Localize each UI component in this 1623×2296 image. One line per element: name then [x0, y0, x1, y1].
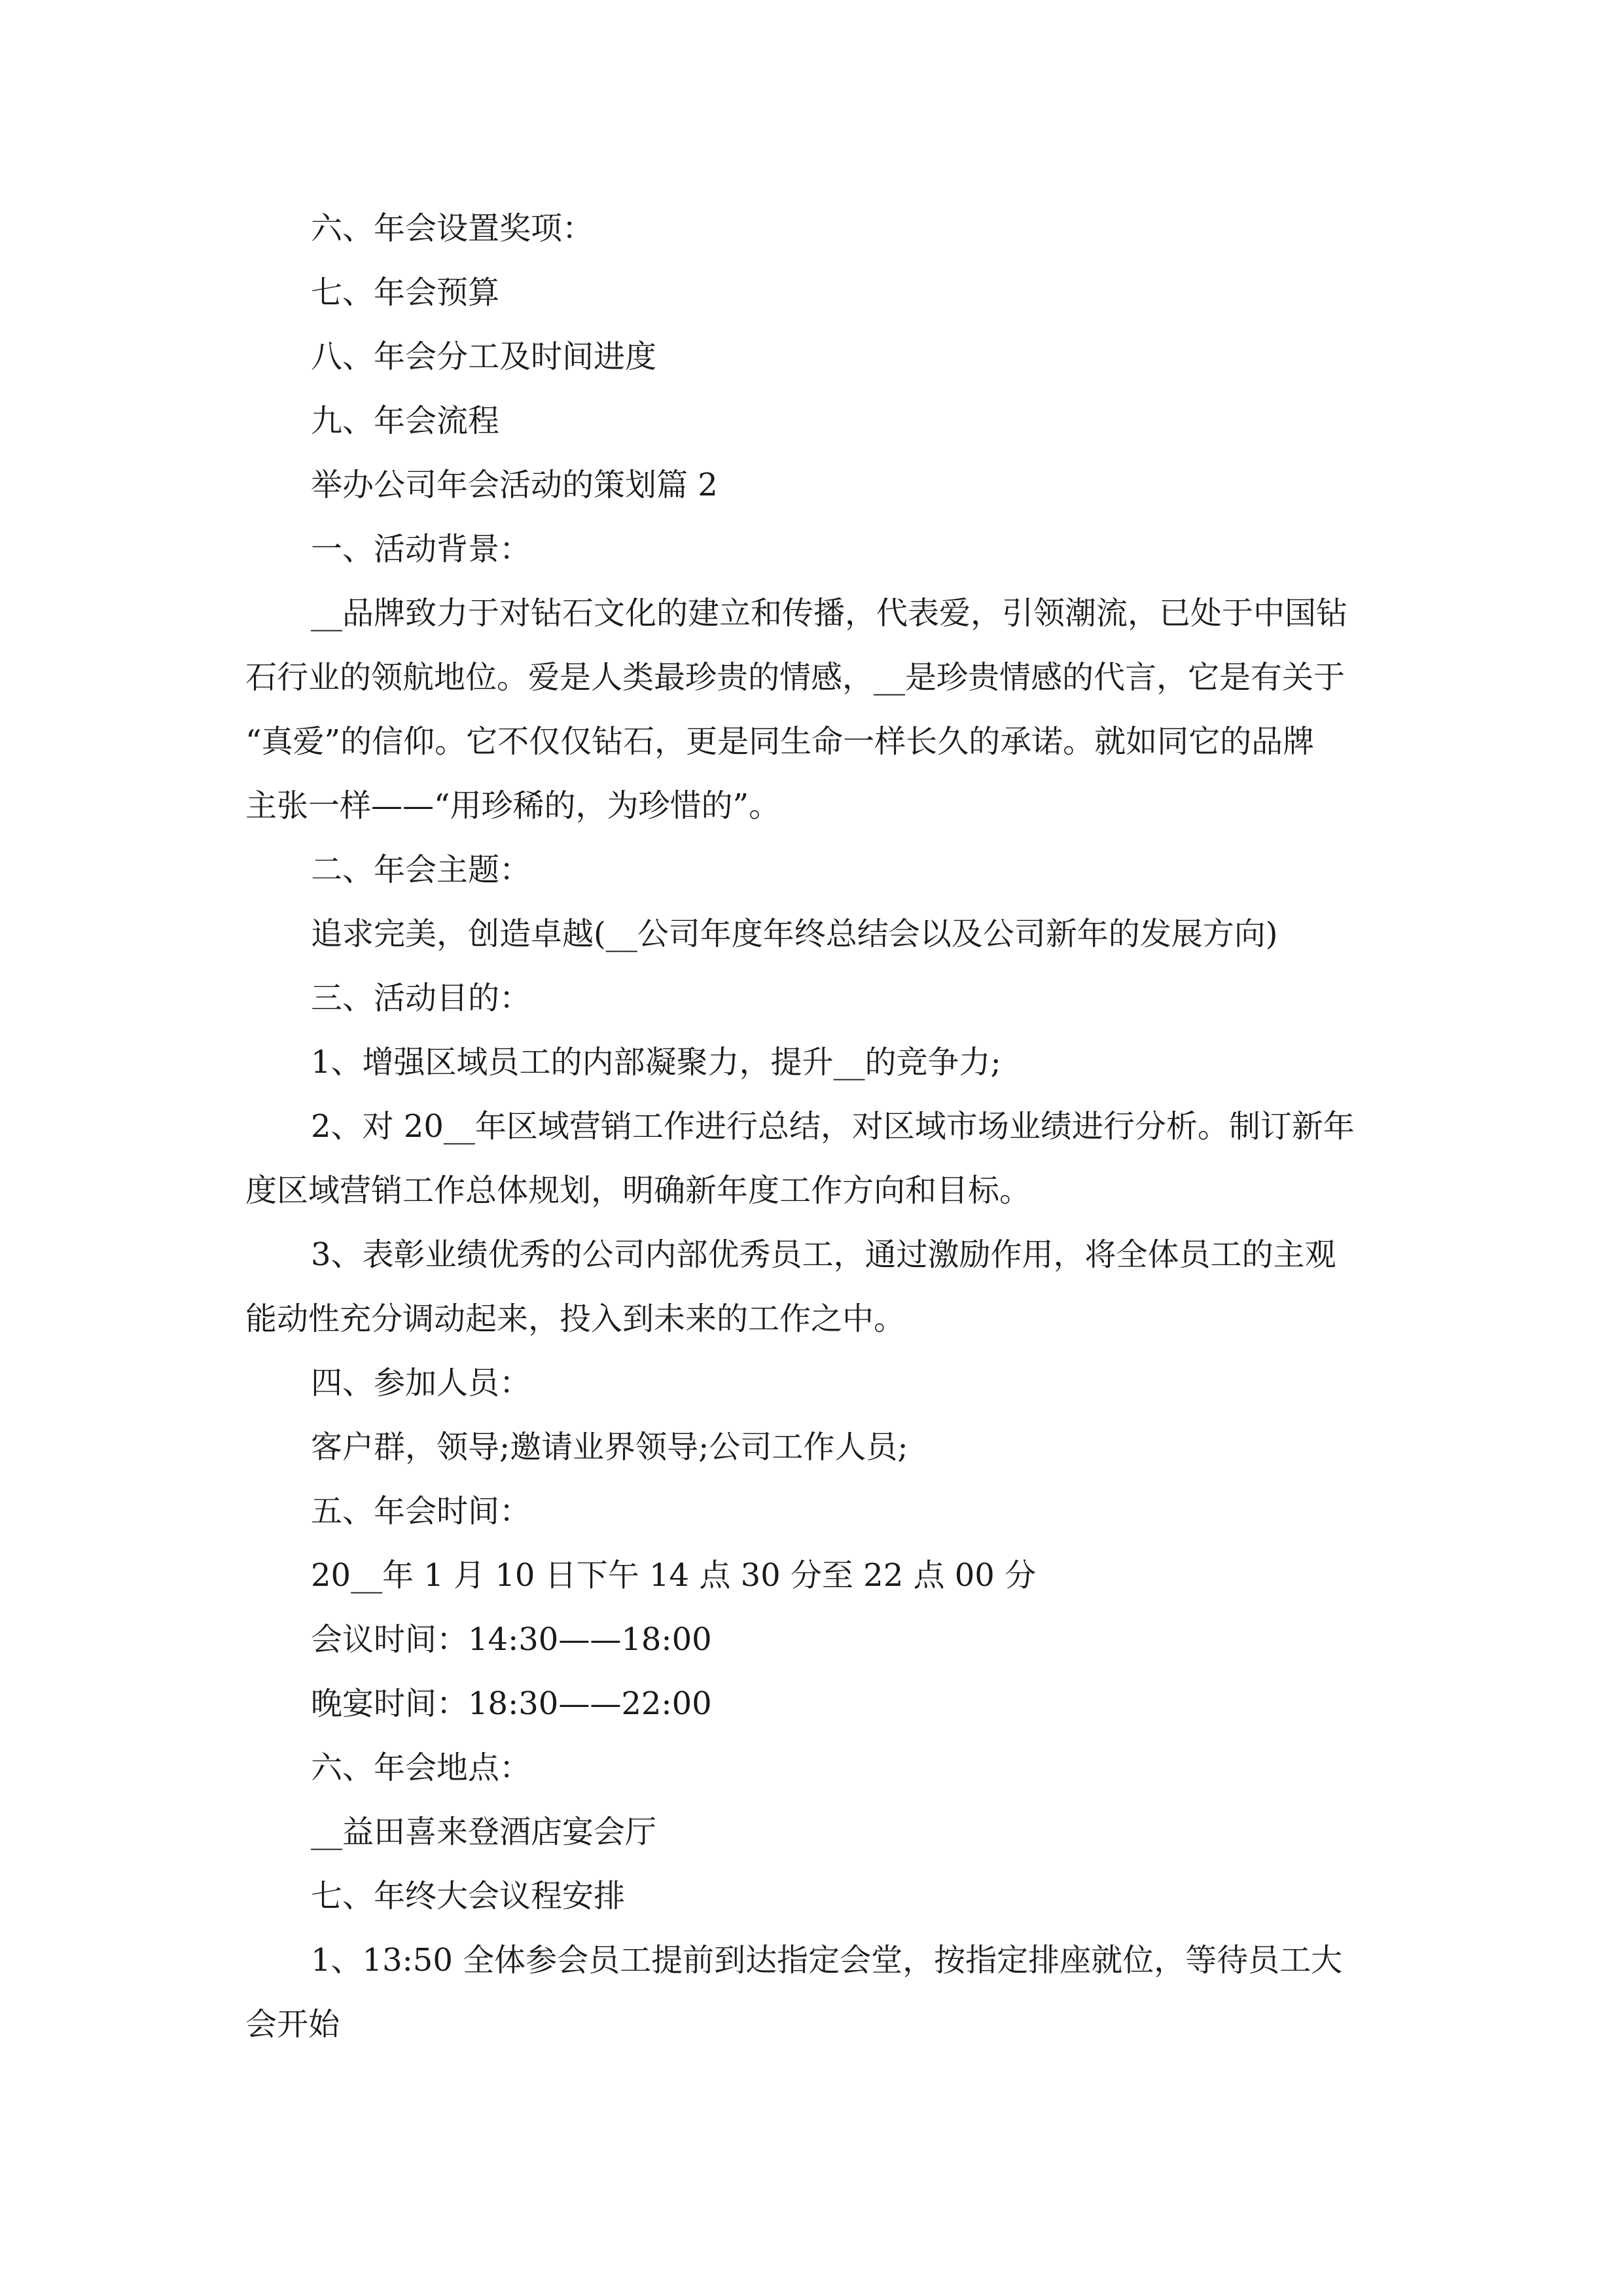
paragraph-line: “真爱”的信仰。它不仅仅钻石，更是同生命一样长久的承诺。就如同它的品牌 — [245, 723, 1315, 760]
heading-process: 九、年会流程 — [311, 403, 500, 439]
list-item-continuation: 能动性充分调动起来，投入到未来的工作之中。 — [245, 1300, 906, 1337]
list-item: 1、增强区域员工的内部凝聚力，提升__的竞争力; — [311, 1044, 1001, 1081]
paragraph-line: 会议时间：14:30——18:00 — [311, 1621, 712, 1658]
list-item-continuation: 会开始 — [245, 2006, 340, 2043]
heading-background: 一、活动背景： — [311, 531, 531, 567]
list-item: 2、对 20__年区域营销工作进行总结，对区域市场业绩进行分析。制订新年 — [311, 1108, 1355, 1145]
heading-purpose: 三、活动目的： — [311, 980, 531, 1016]
paragraph-line: 主张一样——“用珍稀的，为珍惜的”。 — [245, 787, 781, 824]
paragraph-line: __益田喜来登酒店宴会厅 — [311, 1814, 657, 1850]
list-item: 3、表彰业绩优秀的公司内部优秀员工，通过激励作用，将全体员工的主观 — [311, 1236, 1336, 1273]
document-body — [245, 196, 1384, 2056]
heading-participants: 四、参加人员： — [311, 1365, 531, 1401]
heading-theme: 二、年会主题： — [311, 852, 531, 888]
heading-agenda: 七、年终大会议程安排 — [311, 1878, 626, 1914]
heading-budget: 七、年会预算 — [311, 274, 500, 311]
paragraph-line: 20__年 1 月 10 日下午 14 点 30 分至 22 点 00 分 — [311, 1557, 1037, 1594]
heading-time: 五、年会时间： — [311, 1493, 531, 1530]
heading-awards: 六、年会设置奖项： — [311, 210, 594, 247]
paragraph-line: 客户群，领导;邀请业界领导;公司工作人员; — [311, 1429, 908, 1465]
paragraph-line: 追求完美，创造卓越(__公司年度年终总结会以及公司新年的发展方向) — [311, 916, 1278, 952]
heading-division-schedule: 八、年会分工及时间进度 — [311, 338, 657, 375]
heading-venue: 六、年会地点： — [311, 1749, 531, 1786]
paragraph-line: 石行业的领航地位。爱是人类最珍贵的情感，__是珍贵情感的代言，它是有关于 — [245, 659, 1346, 696]
paragraph-line: __品牌致力于对钻石文化的建立和传播，代表爱，引领潮流，已处于中国钻 — [311, 595, 1348, 632]
list-item-continuation: 度区域营销工作总体规划，明确新年度工作方向和目标。 — [245, 1172, 1031, 1209]
paragraph-line: 晚宴时间：18:30——22:00 — [311, 1685, 712, 1722]
article-title: 举办公司年会活动的策划篇 2 — [311, 467, 718, 503]
list-item: 1、13:50 全体参会员工提前到达指定会堂，按指定排座就位，等待员工大 — [311, 1942, 1343, 1979]
